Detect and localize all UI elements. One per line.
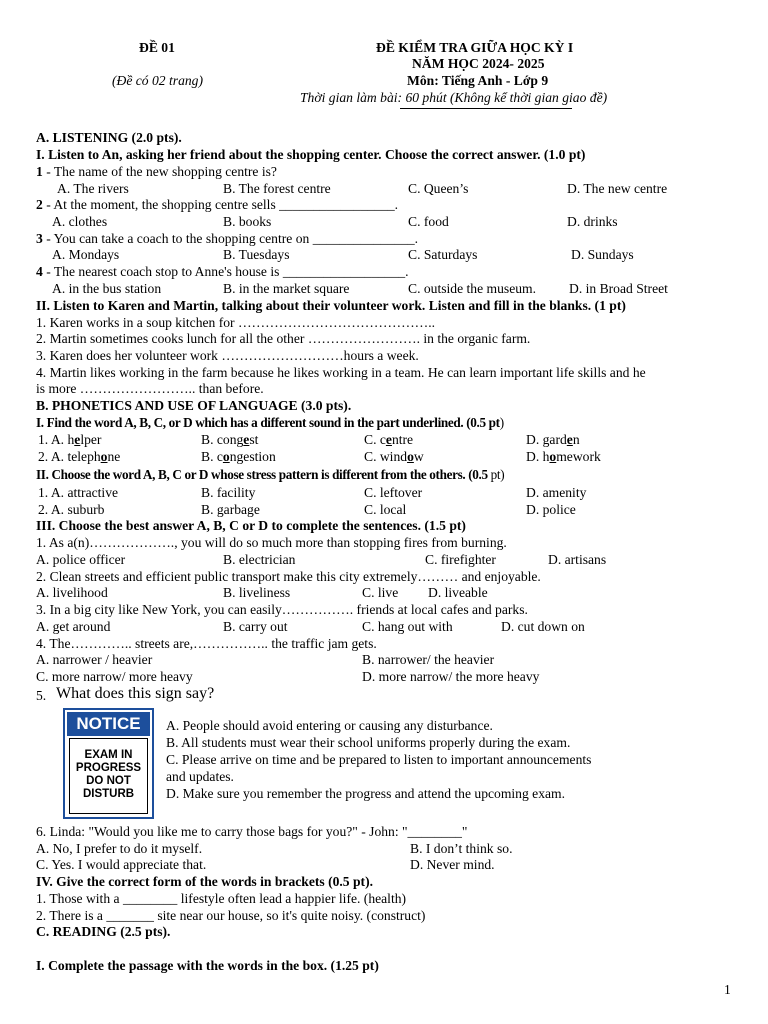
mc-q2-option-a[interactable]: A. livelihood <box>36 585 108 600</box>
mc-q3-option-d[interactable]: D. cut down on <box>501 619 585 634</box>
q2-option-c[interactable]: C. food <box>408 214 449 229</box>
exam-title: ĐỀ KIỂM TRA GIỮA HỌC KỲ I <box>376 40 574 55</box>
mc-q5-text: What does this sign say? <box>56 685 215 702</box>
sign-line-1: EXAM IN <box>84 749 133 761</box>
notice-sign-body <box>69 738 148 814</box>
mc-q5-option-a[interactable]: A. People should avoid entering or causing any disturbance. <box>166 718 493 733</box>
subject: Môn: Tiếng Anh - Lớp 9 <box>407 73 549 88</box>
mc-q5-option-d[interactable]: D. Make sure you remember the progress and attend the upcoming exam. <box>166 786 566 801</box>
fill-line-2: 2. Martin sometimes cooks lunch for all the other ……………………. in the organic farm. <box>36 331 531 346</box>
notice-sign-header: NOTICE <box>67 712 150 736</box>
phonetics-part2-instruction: II. Choose the word A, B, C or D whose stress pattern is different from the others. (0.5 pt) <box>36 467 505 482</box>
p1-q1-option-d[interactable]: D. garden <box>526 432 580 447</box>
mc-q5-option-c-cont: and updates. <box>166 769 234 784</box>
mc-q4-option-a[interactable]: A. narrower / heavier <box>36 652 153 667</box>
phonetics-part3-instruction: III. Choose the best answer A, B, C or D to complete the sentences. (1.5 pt) <box>36 518 466 533</box>
mc-q5-option-c[interactable]: C. Please arrive on time and be prepared to listen to important announcements <box>166 752 592 767</box>
question-1-text: 1 - The name of the new shopping centre is? <box>36 164 277 179</box>
fill-line-1: 1. Karen works in a soup kitchen for …………………………………….. <box>36 315 436 330</box>
p1-q2-option-d[interactable]: D. homework <box>526 449 601 464</box>
q1-option-c[interactable]: C. Queen’s <box>408 181 469 196</box>
word-form-line-1: 1. Those with a ________ lifestyle often lead a happier life. (health) <box>36 891 407 906</box>
mc-q3-option-c[interactable]: C. hang out with <box>362 619 453 634</box>
q3-option-b[interactable]: B. Tuesdays <box>223 247 290 262</box>
mc-q1-text: 1. As a(n)………………., you will do so much more than stopping fires from burning. <box>36 535 507 550</box>
p2-q1-option-b[interactable]: B. facility <box>201 485 256 500</box>
mc-q4-option-d[interactable]: D. more narrow/ the more heavy <box>362 669 540 684</box>
phonetics-heading: B. PHONETICS AND USE OF LANGUAGE (3.0 pts). <box>36 398 352 413</box>
listening-part2-instruction: II. Listen to Karen and Martin, talking about their volunteer work. Listen and fill in the blanks. (1 pt) <box>36 298 626 313</box>
q3-option-d[interactable]: D. Sundays <box>571 247 634 262</box>
phonetics-part4-instruction: IV. Give the correct form of the words in brackets (0.5 pt). <box>36 874 374 889</box>
mc-q2-option-c[interactable]: C. live <box>362 585 399 600</box>
sign-line-3: DO NOT <box>86 775 131 787</box>
q4-option-d[interactable]: D. in Broad Street <box>569 281 668 296</box>
q1-option-b[interactable]: B. The forest centre <box>223 181 331 196</box>
mc-q3-option-b[interactable]: B. carry out <box>223 619 288 634</box>
mc-q4-option-b[interactable]: B. narrower/ the heavier <box>362 652 495 667</box>
p1-q1-option-c[interactable]: C. centre <box>364 432 414 447</box>
q3-option-c[interactable]: C. Saturdays <box>408 247 478 262</box>
question-2-text: 2 - At the moment, the shopping centre sells _________________. <box>36 197 399 212</box>
q2-option-b[interactable]: B. books <box>223 214 272 229</box>
school-year: NĂM HỌC 2024- 2025 <box>412 56 545 71</box>
mc-q4-option-c[interactable]: C. more narrow/ more heavy <box>36 669 193 684</box>
mc-q1-option-c[interactable]: C. firefighter <box>425 552 496 567</box>
mc-q3-text: 3. In a big city like New York, you can easily……………. friends at local cafes and parks. <box>36 602 528 617</box>
q1-option-a[interactable]: A. The rivers <box>57 181 129 196</box>
mc-q2-text: 2. Clean streets and efficient public transport make this city extremely……… and enjoyable. <box>36 569 541 584</box>
mc-q6-option-d[interactable]: D. Never mind. <box>410 857 495 872</box>
exam-code: ĐỀ 01 <box>139 40 175 55</box>
q1-option-d[interactable]: D. The new centre <box>567 181 668 196</box>
mc-q1-option-b[interactable]: B. electrician <box>223 552 296 567</box>
fill-line-4: 4. Martin likes working in the farm because he likes working in a team. He can learn important life skills and he <box>36 365 646 380</box>
reading-heading: C. READING (2.5 pts). <box>36 924 171 939</box>
p2-q2-option-c[interactable]: C. local <box>364 502 407 517</box>
mc-q4-text: 4. The………….. streets are,…………….. the traffic jam gets. <box>36 636 377 651</box>
exam-time: Thời gian làm bài: 60 phút (Không kể thời gian giao đề) <box>300 90 608 105</box>
notice-sign-image <box>63 708 154 819</box>
p2-q1-option-c[interactable]: C. leftover <box>364 485 423 500</box>
question-3-text: 3 - You can take a coach to the shopping centre on _______________. <box>36 231 419 246</box>
phonetics-part1-instruction: I. Find the word A, B, C, or D which has a different sound in the part underlined. (0.5 pt) <box>36 415 504 430</box>
listening-part1-instruction: I. Listen to An, asking her friend about the shopping center. Choose the correct answer. (1.0 pt) <box>36 147 586 162</box>
p2-q2-option-a[interactable]: 2. A. suburb <box>38 502 105 517</box>
question-4-text: 4 - The nearest coach stop to Anne's house is __________________. <box>36 264 409 279</box>
q4-option-c[interactable]: C. outside the museum. <box>408 281 536 296</box>
p2-q1-option-a[interactable]: 1. A. attractive <box>38 485 119 500</box>
mc-q1-option-a[interactable]: A. police officer <box>36 552 126 567</box>
p1-q1-option-a[interactable]: 1. A. helper <box>38 432 102 447</box>
mc-q3-option-a[interactable]: A. get around <box>36 619 111 634</box>
fill-line-3: 3. Karen does her volunteer work ………………………hours a week. <box>36 348 419 363</box>
sign-line-2: PROGRESS <box>75 762 142 774</box>
p2-q1-option-d[interactable]: D. amenity <box>526 485 587 500</box>
mc-q2-option-d[interactable]: D. liveable <box>428 585 488 600</box>
mc-q6-text: 6. Linda: "Would you like me to carry those bags for you?" - John: "________" <box>36 824 468 839</box>
header-divider <box>400 108 572 109</box>
q2-option-d[interactable]: D. drinks <box>567 214 618 229</box>
mc-q5-num: 5. <box>36 688 47 703</box>
p1-q1-option-b[interactable]: B. congest <box>201 432 259 447</box>
pages-note: (Đề có 02 trang) <box>112 73 203 88</box>
mc-q5-option-b[interactable]: B. All students must wear their school uniforms properly during the exam. <box>166 735 571 750</box>
listening-heading: A. LISTENING (2.0 pts). <box>36 130 182 145</box>
p1-q2-option-c[interactable]: C. window <box>364 449 424 464</box>
p1-q2-option-a[interactable]: 2. A. telephone <box>38 449 121 464</box>
p2-q2-option-d[interactable]: D. police <box>526 502 576 517</box>
fill-line-4-cont: is more …………………….. than before. <box>36 381 264 396</box>
page-number: 1 <box>724 982 731 997</box>
p2-q2-option-b[interactable]: B. garbage <box>201 502 260 517</box>
mc-q1-option-d[interactable]: D. artisans <box>548 552 607 567</box>
word-form-line-2: 2. There is a _______ site near our house, so it's quite noisy. (construct) <box>36 908 426 923</box>
q2-option-a[interactable]: A. clothes <box>52 214 108 229</box>
reading-part1-instruction: I. Complete the passage with the words in the box. (1.25 pt) <box>36 958 379 973</box>
sign-line-4: DISTURB <box>82 788 135 800</box>
q4-option-b[interactable]: B. in the market square <box>223 281 350 296</box>
mc-q6-option-a[interactable]: A. No, I prefer to do it myself. <box>36 841 203 856</box>
p1-q2-option-b[interactable]: B. congestion <box>201 449 276 464</box>
mc-q6-option-b[interactable]: B. I don’t think so. <box>410 841 513 856</box>
mc-q2-option-b[interactable]: B. liveliness <box>223 585 291 600</box>
q3-option-a[interactable]: A. Mondays <box>52 247 120 262</box>
q4-option-a[interactable]: A. in the bus station <box>52 281 162 296</box>
mc-q6-option-c[interactable]: C. Yes. I would appreciate that. <box>36 857 207 872</box>
